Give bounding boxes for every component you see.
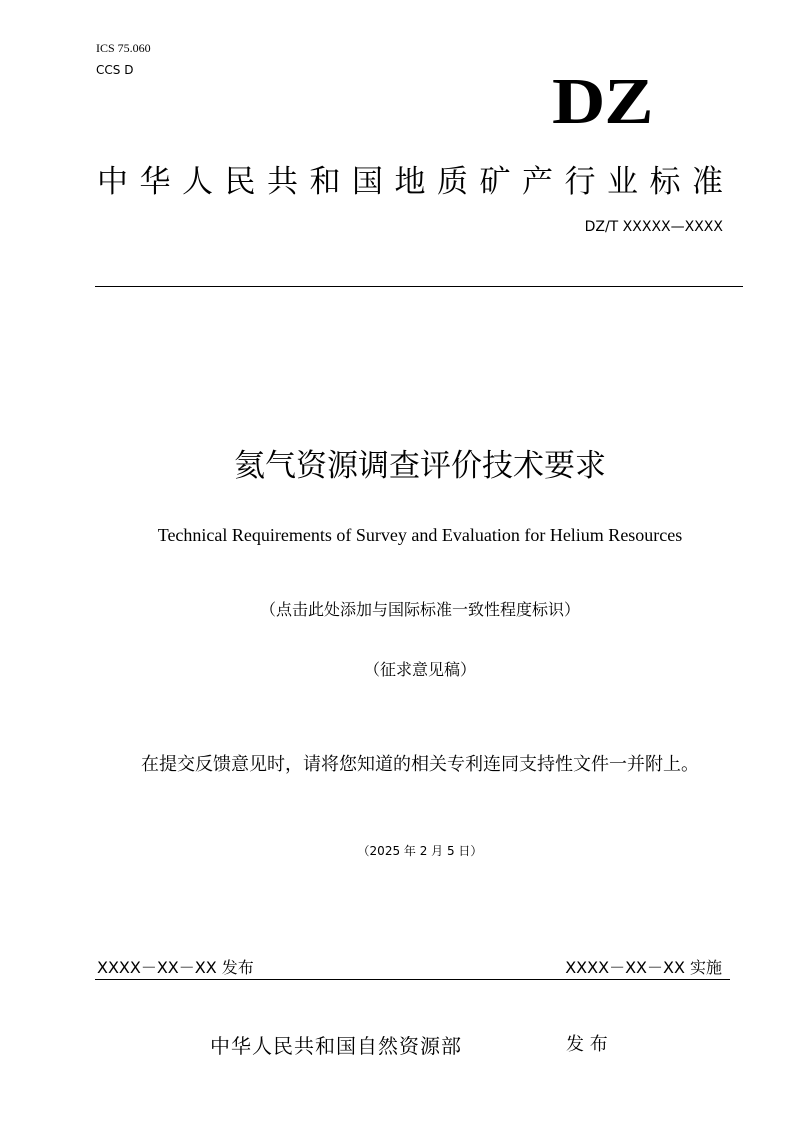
- ccs-code: CCS D: [96, 63, 134, 77]
- footer-divider: [95, 979, 730, 980]
- implement-date: XXXX－XX－XX 实施: [565, 958, 722, 977]
- draft-status: （征求意见稿）: [363, 660, 476, 679]
- issuing-authority: 中华人民共和国自然资源部: [210, 1034, 462, 1058]
- patent-notice: 在提交反馈意见时，请将您知道的相关专利连同支持性文件一并附上。: [141, 754, 699, 775]
- header-divider: [95, 286, 743, 287]
- document-title-english: Technical Requirements of Survey and Evaluation for Helium Resources: [157, 525, 683, 545]
- dz-logo: DZ: [552, 65, 653, 138]
- issue-label: 发 布: [566, 1034, 608, 1055]
- standard-type-heading: 中华人民共和国地质矿产行业标准: [97, 164, 735, 200]
- publish-date: XXXX－XX－XX 发布: [97, 958, 254, 977]
- ics-code: ICS 75.060: [96, 41, 151, 55]
- consistency-note[interactable]: （点击此处添加与国际标准一致性程度标识）: [259, 600, 580, 619]
- standard-number: DZ/T XXXXX—XXXX: [584, 219, 723, 235]
- document-title: 氦气资源调查评价技术要求: [234, 448, 606, 484]
- draft-date: （2025 年 2 月 5 日）: [357, 844, 483, 858]
